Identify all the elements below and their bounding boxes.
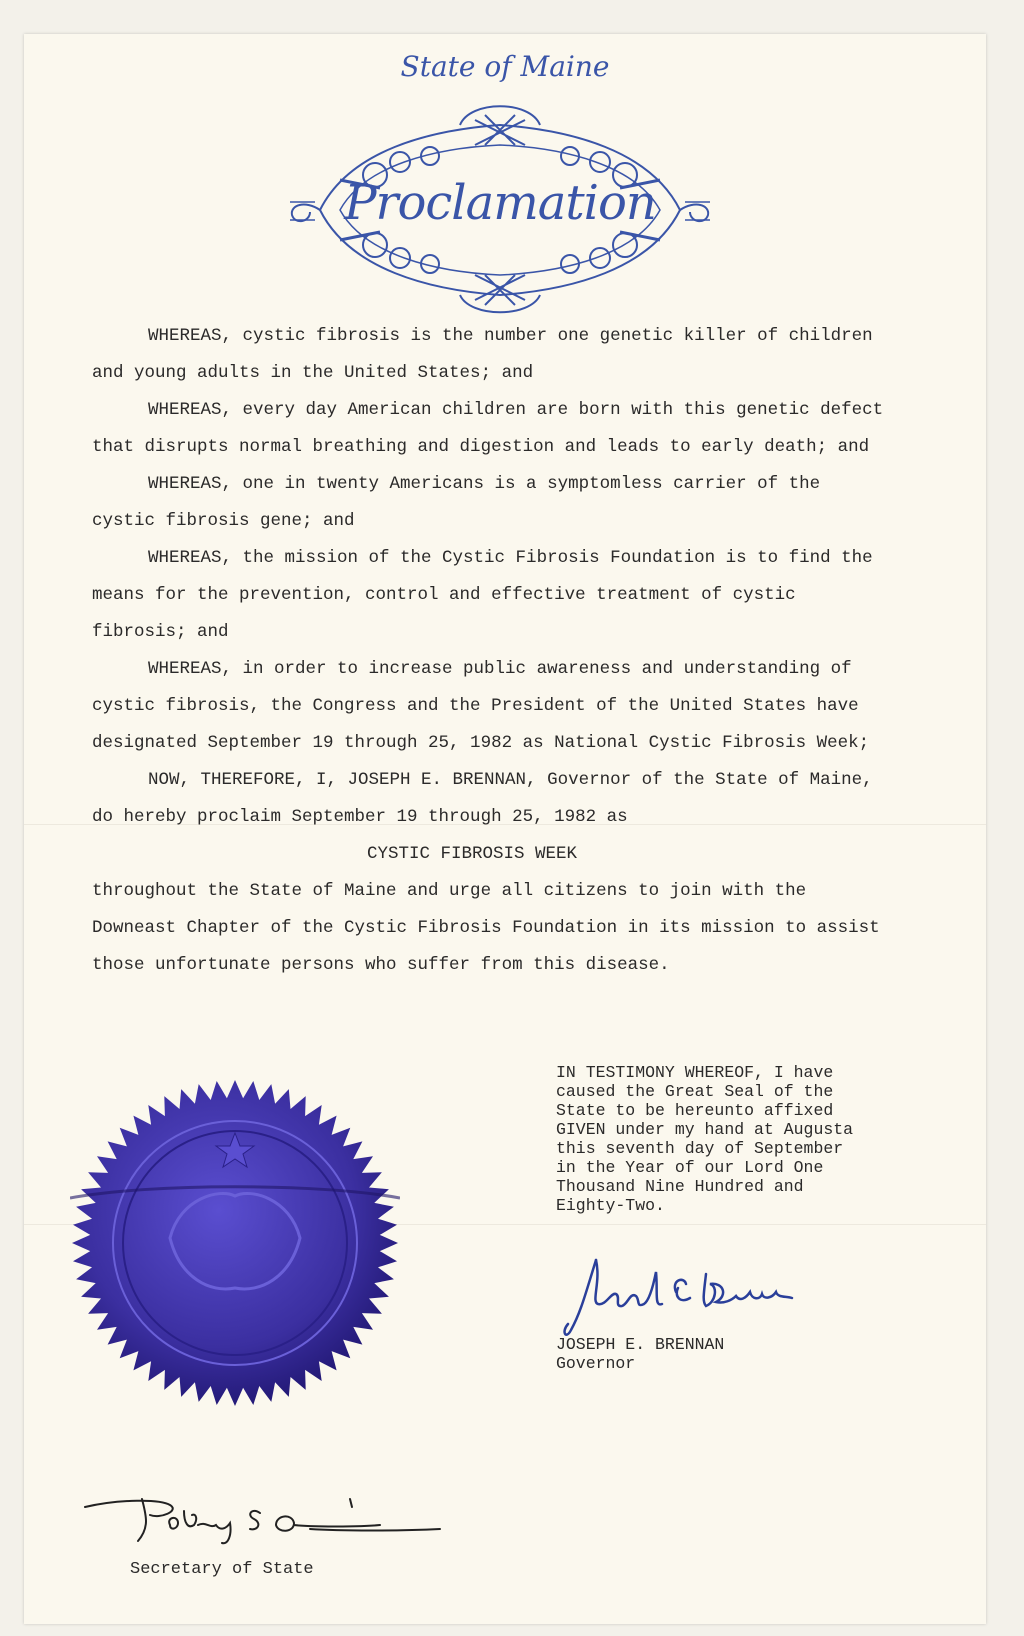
- state-title: State of Maine: [400, 50, 610, 83]
- whereas-paragraph: [92, 540, 892, 651]
- proclamation-title: Proclamation: [344, 175, 656, 231]
- secretary-of-state-label: Secretary of State: [130, 1560, 314, 1579]
- paragraph-text: WHEREAS, cystic fibrosis is the number one genetic killer of children and young adults in the United States; and: [92, 326, 873, 383]
- paragraph-text: WHEREAS, in order to increase public awareness and understanding of cystic fibrosis, the Congress and the President of the United States have designated September 19 through 25, 1982 as National Cystic Fibrosis Week;: [92, 659, 870, 753]
- proclaimed-week-heading: CYSTIC FIBROSIS WEEK: [366, 844, 578, 864]
- paragraph-text: WHEREAS, every day American children are born with this genetic defect that disrupts normal breathing and digestion and leads to early death; and: [92, 400, 884, 457]
- therefore-paragraph: [92, 762, 892, 836]
- paragraph-text: WHEREAS, one in twenty Americans is a symptomless carrier of the cystic fibrosis gene; and: [92, 474, 821, 531]
- secretary-of-state-signature: [80, 1485, 450, 1565]
- closing-paragraph: throughout the State of Maine and urge all citizens to join with the Downeast Chapter of the Cystic Fibrosis Foundation in its mission to assist those unfortunate persons who suffer from this disease.: [92, 881, 880, 975]
- whereas-paragraph: [92, 392, 892, 466]
- great-seal-of-maine: [70, 1078, 400, 1408]
- governor-name: JOSEPH E. BRENNAN: [556, 1335, 725, 1354]
- paragraph-text: WHEREAS, the mission of the Cystic Fibrosis Foundation is to find the means for the prevention, control and effective treatment of cystic fibrosis; and: [92, 548, 873, 642]
- whereas-paragraph: [92, 651, 892, 762]
- governor-title: Governor: [556, 1354, 636, 1373]
- whereas-paragraph: [92, 466, 892, 540]
- testimony-block: IN TESTIMONY WHEREOF, I have caused the Great Seal of the State to be hereunto affixed GIVEN under my hand at Augusta this seventh day of September in the Year of our Lord One Thousand Nine Hundred and Eighty-Two.: [556, 1063, 854, 1215]
- paragraph-text: NOW, THEREFORE, I, JOSEPH E. BRENNAN, Governor of the State of Maine, do hereby proclaim September 19 through 25, 1982 as: [92, 770, 873, 827]
- whereas-paragraph: [92, 318, 892, 392]
- proclamation-body: [92, 318, 892, 984]
